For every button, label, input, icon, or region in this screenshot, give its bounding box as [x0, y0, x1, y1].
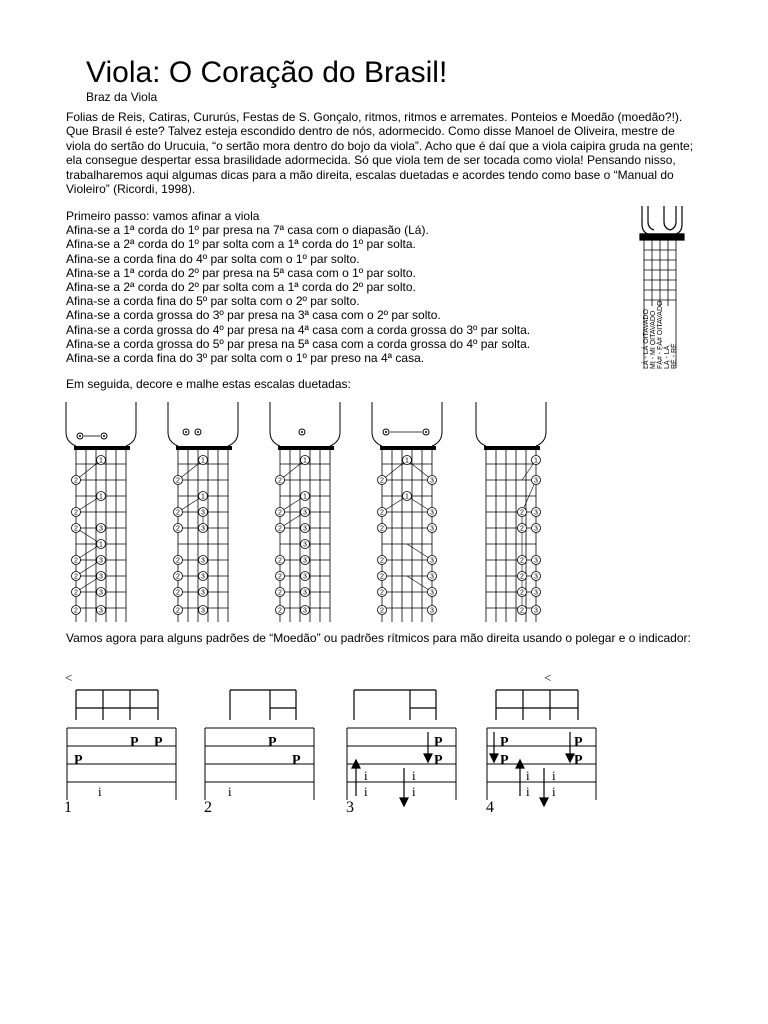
scale-diagram-1 [66, 402, 136, 622]
svg-text:2: 2 [520, 557, 524, 565]
scales-heading: Em seguida, decore e malhe estas escalas duetadas: [66, 377, 351, 391]
svg-text:3: 3 [534, 589, 538, 597]
tuning-step: Afina-se a corda grossa do 4º par presa na 4ª casa com a corda grossa do 3º par solta. [66, 322, 531, 337]
pattern-number: 3 [346, 799, 354, 814]
svg-text:1: 1 [534, 457, 538, 465]
svg-text:2: 2 [520, 573, 524, 581]
thumb-mark: P [574, 735, 583, 750]
index-mark: i [364, 784, 368, 799]
diagram-label: LÁ - LÁ [664, 345, 671, 369]
svg-text:2: 2 [520, 509, 524, 517]
scale-diagrams [60, 402, 450, 624]
thumb-mark: P [434, 753, 443, 768]
tuning-step: Afina-se a corda grossa do 5º par presa na 5ª casa com a corda grossa do 4º par solta. [66, 336, 531, 351]
scale-diagram-4 [372, 402, 442, 622]
diagram-label: LÁ - LÁ OITAVADO [643, 309, 650, 369]
index-mark: i [228, 784, 232, 799]
thumb-mark: P [434, 735, 443, 750]
svg-text:3: 3 [534, 557, 538, 565]
accent-mark: < [65, 670, 73, 685]
tuning-diagram [630, 206, 694, 372]
thumb-mark: P [574, 753, 583, 768]
svg-text:3: 3 [534, 607, 538, 615]
tuning-step: Afina-se a 1ª corda do 2º par presa na 5ª casa com o 1º par solto. [66, 265, 416, 280]
thumb-mark: P [500, 735, 509, 750]
tuning-step: Afina-se a corda grossa do 3º par presa na 3ª casa com o 2º par solto. [66, 308, 441, 323]
svg-text:3: 3 [534, 509, 538, 517]
index-mark: i [98, 784, 102, 799]
tuning-heading: Primeiro passo: vamos afinar a viola [66, 209, 260, 223]
scale-diagram-3 [270, 402, 340, 622]
index-mark: i [526, 768, 530, 783]
index-mark: i [364, 768, 368, 783]
tuning-step: Afina-se a corda fina do 5º par solta com o 2º par solto. [66, 294, 360, 309]
diagram-label: MI - MI OITAVADO [650, 310, 657, 369]
tuning-step: Afina-se a 2ª corda do 2º par solta com a 1ª corda do 2º par solto. [66, 280, 416, 295]
page-title: Viola: O Coração do Brasil! [86, 56, 448, 89]
index-mark: i [412, 768, 416, 783]
thumb-mark: P [130, 735, 139, 750]
tuning-step: Afina-se a 2ª corda do 1º par solta com a 1ª corda do 1º par solta. [66, 237, 416, 252]
diagram-label: FÁ# - FÁ# OITAVADO [657, 300, 664, 369]
pattern-number: 2 [204, 799, 212, 814]
svg-text:2: 2 [520, 607, 524, 615]
intro-text: Folias de Reis, Catiras, Cururús, Festas de S. Gonçalo, ritmos, ritmos e arremates. Ponteios e Moedão (moedão?!). Que Brasil é este? Talvez esteja escondido dentro de nós, adormecido. Como disse Manoel de Oliveira, mestre de viola do sertão do Urucuia, “o sertão mora dentro do bojo da viola”. Acho que é daí que a viola caipira gruda na gente; ela consegue despertar essa brasilidade adormecida. Só que viola tem de ser tocada como viola! Pensando nisso, trabalharemos aqui algumas dicas para a mão direita, escalas duetadas e acordes tendo como base o “Manual do Violeiro” (Ricordi, 1998). [66, 110, 694, 197]
intro-paragraph [66, 110, 702, 196]
thumb-mark: P [292, 753, 301, 768]
index-mark: i [412, 784, 416, 799]
index-mark: i [552, 784, 556, 799]
thumb-mark: P [74, 753, 83, 768]
index-mark: i [526, 784, 530, 799]
thumb-mark: P [500, 753, 509, 768]
scale-diagram-2 [168, 402, 238, 622]
svg-text:3: 3 [534, 477, 538, 485]
rhythm-pattern-2 [200, 668, 320, 814]
moedao-heading: Vamos agora para alguns padrões de “Moedão” ou padrões rítmicos para mão direita usando o polegar e o indicador: [66, 631, 691, 645]
svg-text:2: 2 [520, 525, 524, 533]
svg-text:2: 2 [520, 589, 524, 597]
rhythm-pattern-1 [62, 668, 182, 814]
scale-diagram-5 [472, 402, 552, 624]
rhythm-pattern-4 [482, 668, 602, 814]
diagram-label: RÉ - RÉ [671, 343, 678, 369]
rhythm-pattern-3 [342, 668, 462, 814]
pattern-number: 4 [486, 799, 494, 814]
svg-text:3: 3 [534, 525, 538, 533]
thumb-mark: P [268, 735, 277, 750]
thumb-mark: P [154, 735, 163, 750]
tuning-step: Afina-se a corda fina do 3º par solta com o 1º par preso na 4ª casa. [66, 351, 425, 366]
author-name: Braz da Viola [86, 90, 158, 104]
tuning-step: Afina-se a 1ª corda do 1º par presa na 7ª casa com o diapasão (Lá). [66, 223, 429, 238]
svg-text:3: 3 [534, 573, 538, 581]
tuning-steps [66, 209, 626, 365]
index-mark: i [552, 768, 556, 783]
tuning-step: Afina-se a corda fina do 4º par solta com o 1º par solto. [66, 251, 360, 266]
pattern-number: 1 [64, 799, 72, 814]
accent-mark: < [544, 670, 552, 685]
